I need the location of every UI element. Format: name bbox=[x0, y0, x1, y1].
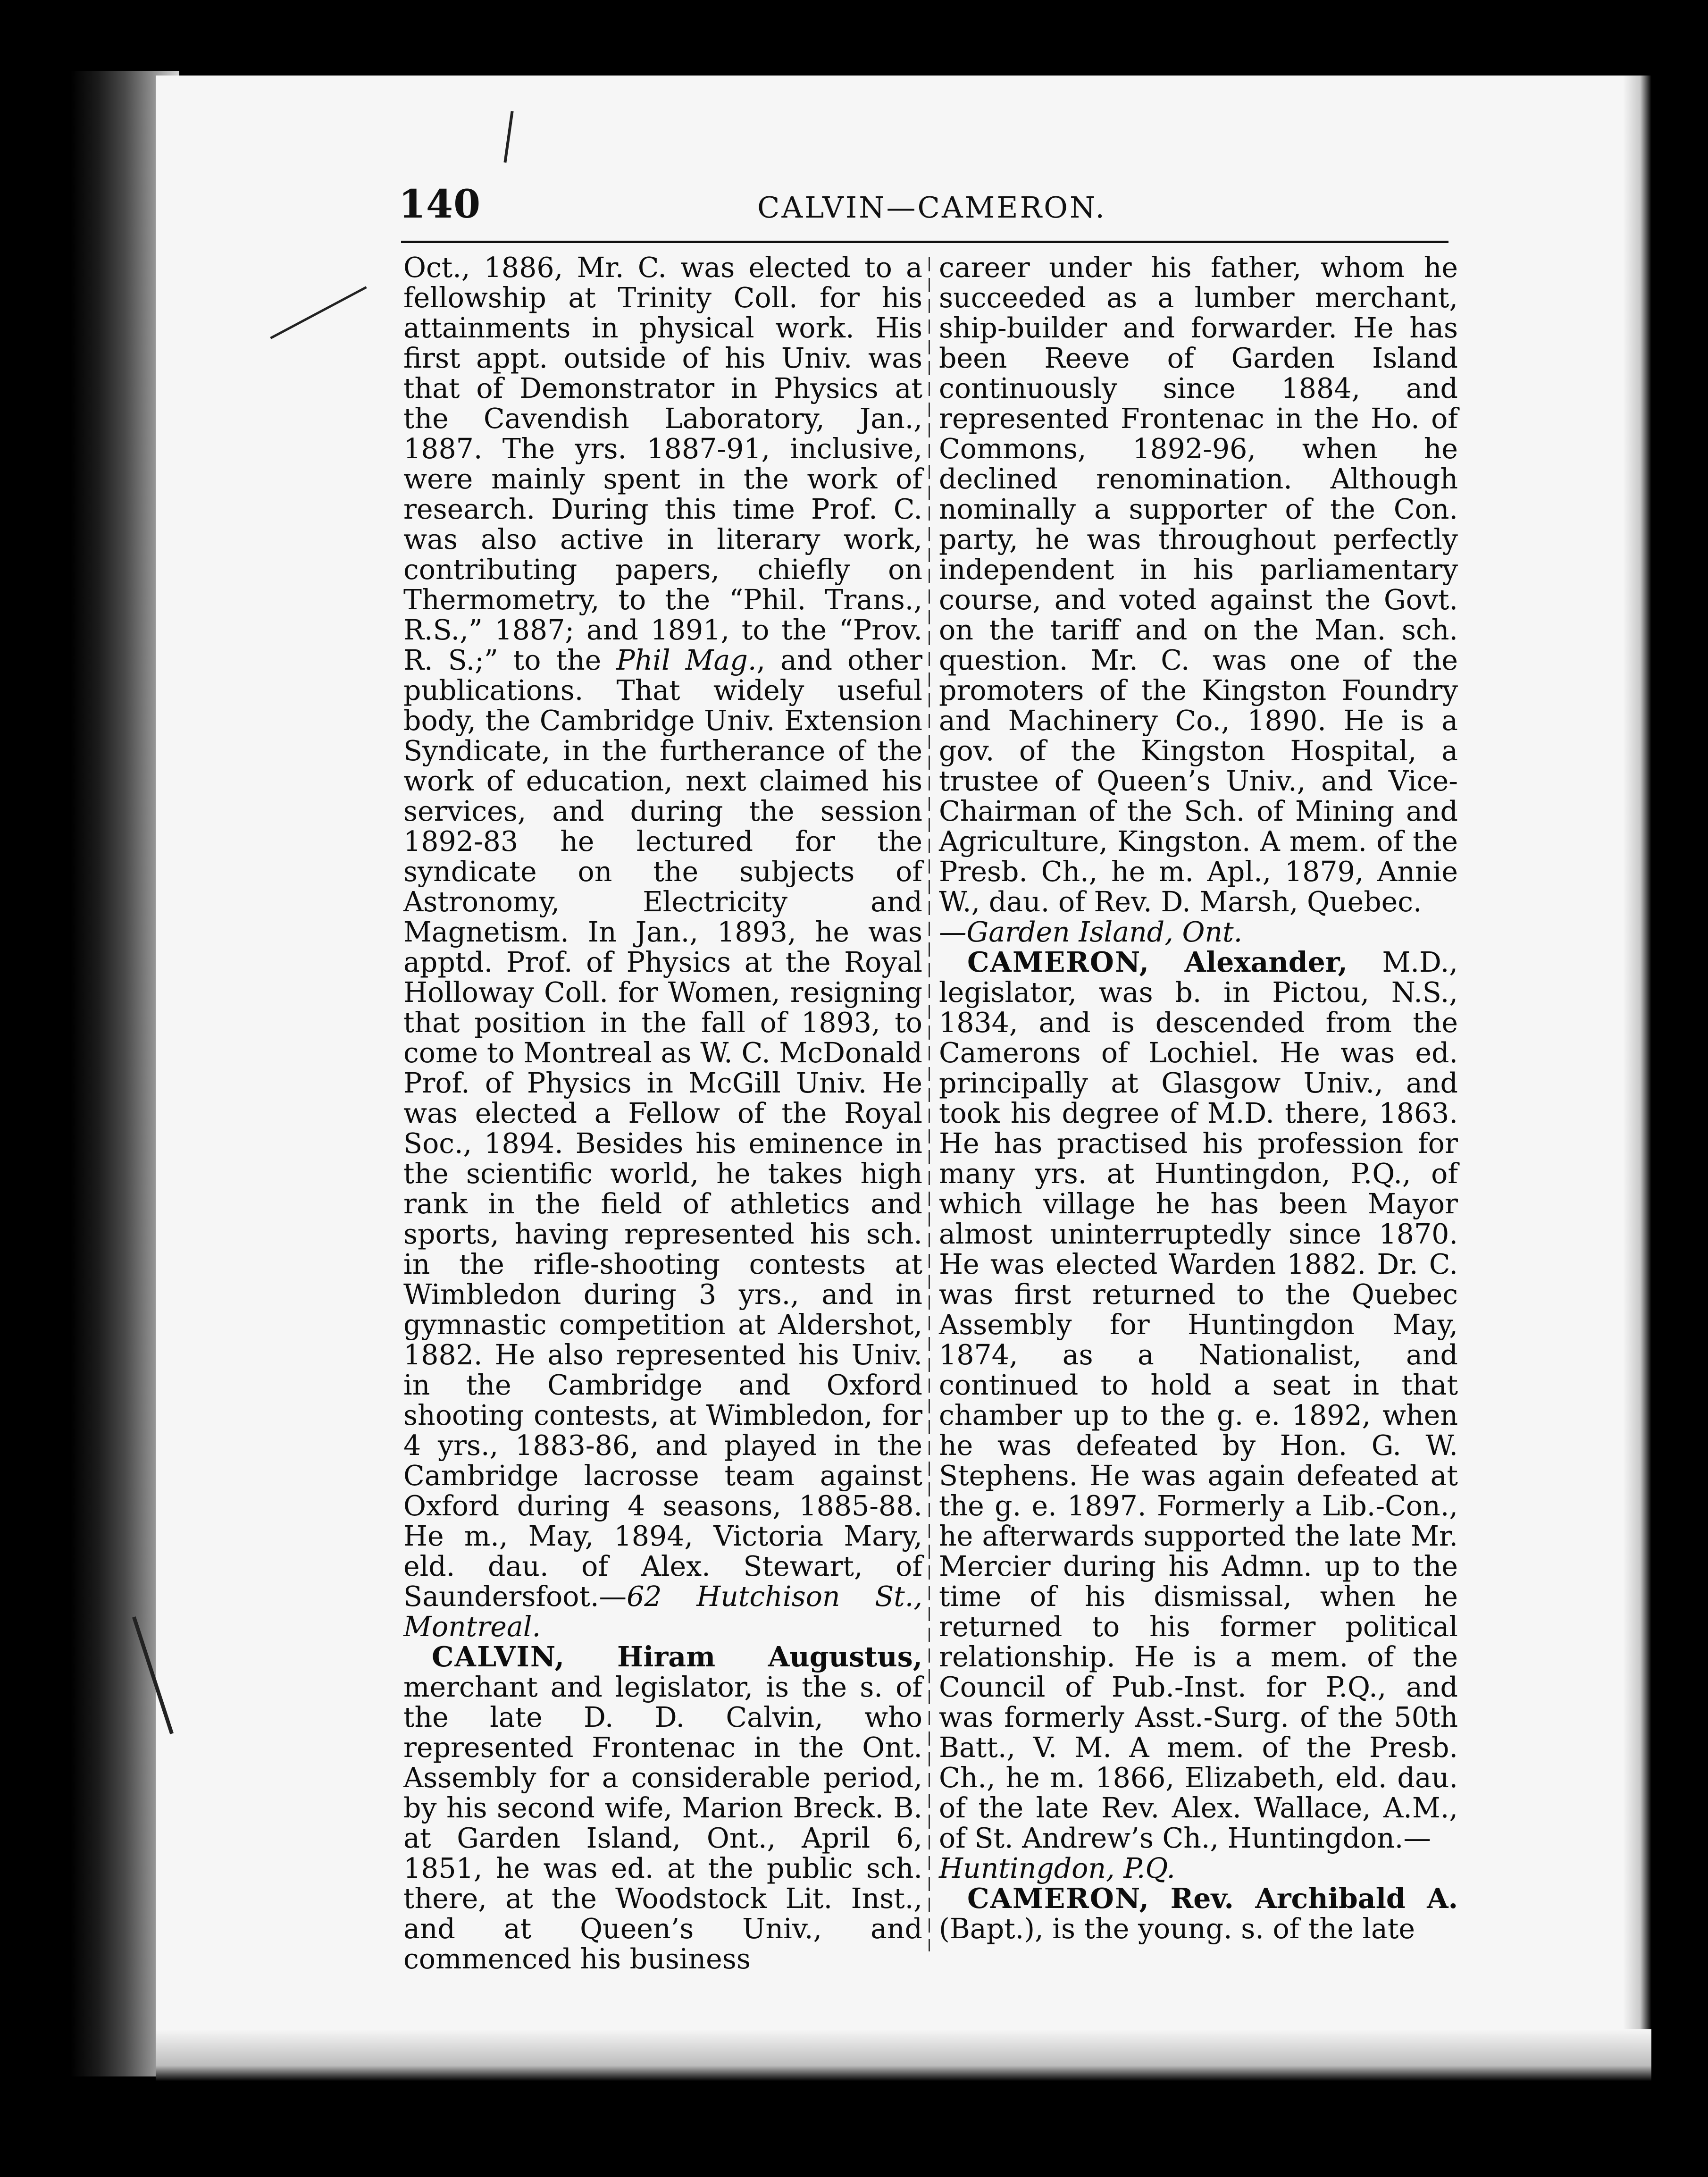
entry-given-names: Hiram Augustus, bbox=[617, 1640, 922, 1673]
text: , and other publications. That widely useful body, the Cambridge Univ. Extension Syndicate, in the furtherance of the work of education, next claimed his services, and during the session 1892-83 he lectured for the syndicate on the subjects of Astronomy, Electricity and Magnetism. In Jan., 1893, he was apptd. Prof. of Physics at the Royal Holloway Coll. for Women, resigning that position in the fall of 1893, to come to Montreal as W. C. McDonald Prof. of Physics in McGill Univ. He was elected a Fellow of the Royal Soc., 1894. Besides his eminence in the scientific world, he takes high rank in the field of athletics and sports, having represented his sch. in the rifle-shooting contests at Wimbledon during 3 yrs., and in gymnastic competition at Aldershot, 1882. He also represented his Univ. in the Cambridge and Oxford shooting contests, at Wimbledon, for 4 yrs., 1883-86, and played in the Cambridge lacrosse team against Oxford during 4 seasons, 1885-88. He m., May, 1894, Victoria Mary, eld. dau. of Alex. Stewart, of Saundersfoot.— bbox=[403, 644, 922, 1613]
text: Oct., 1886, Mr. C. was elected to a fellowship at Trinity Coll. for his attainments in physical work. His first appt. outside of his Univ. was that of Demonstrator in Physics at the Cavendish Laboratory, Jan., 1887. The yrs. 1887-91, inclusive, were mainly spent in the work of research. During this time Prof. C. was also active in literary work, contributing papers, chiefly on Thermometry, to the “Phil. Trans., R.S.,” 1887; and 1891, to the “Prov. R. S.;” to the bbox=[403, 252, 922, 676]
entry-text: M.D., legislator, was b. in Pictou, N.S., 1834, and is descended from the Camerons of Lochiel. He was ed. principally at Glasgow Univ., and took his degree of M.D. there, 1863. He has practised his profession for many yrs. at Huntingdon, P.Q., of which village he has been Mayor almost uninterruptedly since 1870. He was elected Warden 1882. Dr. C. was first returned to the Quebec Assembly for Huntingdon May, 1874, as a Nationalist, and continued to hold a seat in that chamber up to the g. e. 1892, when he was defeated by Hon. G. W. Stephens. He was again defeated at the g. e. 1897. Formerly a Lib.-Con., he afterwards supported the late Mr. Mercier during his Admn. up to the time of his dismissal, when he returned to his former political relationship. He is a mem. of the Council of Pub.-Inst. for P.Q., and was formerly Asst.-Surg. of the 50th Batt., V. M. A mem. of the Presb. Ch., he m. 1866, Elizabeth, eld. dau. of the late Rev. Alex. Wallace, A.M., of St. Andrew’s Ch., Huntingdon.— bbox=[939, 946, 1458, 1854]
header-rule bbox=[401, 241, 1448, 243]
text: career under his father, whom he succeeded as a lumber merchant, ship-builder and forwarder. He has been Reeve of Garden Island continuously since 1884, and represented Frontenac in the Ho. of Commons, 1892-96, when he declined renomination. Although nominally a supporter of the Con. party, he was throughout perfectly independent in his parliamentary course, and voted against the Govt. on the tariff and on the Man. sch. question. Mr. C. was one of the promoters of the Kingston Foundry and Machinery Co., 1890. He is a gov. of the Kingston Hospital, a trustee of Queen’s Univ., and Vice-Chairman of the Sch. of Mining and Agriculture, Kingston. A mem. of the Presb. Ch., he m. Apl., 1879, Annie W., dau. of Rev. D. Marsh, Quebec. bbox=[939, 252, 1458, 918]
entry-surname: CALVIN, bbox=[432, 1640, 565, 1673]
running-head bbox=[399, 182, 1451, 234]
page-edge-bottom bbox=[156, 2029, 1651, 2081]
paragraph bbox=[939, 252, 1458, 947]
italic-text: Phil Mag. bbox=[616, 644, 757, 676]
column-divider bbox=[929, 257, 930, 1951]
entry-calvin bbox=[403, 1642, 922, 1974]
address: —Garden Island, Ont. bbox=[939, 916, 1243, 948]
address: Huntingdon, P.Q. bbox=[939, 1852, 1175, 1884]
entry-text: (Bapt.), is the young. s. of the late bbox=[939, 1913, 1415, 1945]
left-column bbox=[403, 252, 922, 1975]
entry-cameron-archibald bbox=[939, 1883, 1458, 1944]
address: 62 Hutchison St., Montreal. bbox=[403, 1580, 922, 1643]
running-title: CALVIN—CAMERON. bbox=[757, 190, 1107, 225]
entry-surname: CAMERON, bbox=[967, 1882, 1150, 1915]
entry-surname: CAMERON, bbox=[967, 946, 1150, 978]
right-column bbox=[939, 252, 1458, 1961]
entry-given-names: Alexander, bbox=[1184, 946, 1348, 978]
page-edge-right bbox=[1623, 76, 1651, 2081]
page-number: 140 bbox=[399, 182, 481, 227]
entry-text: merchant and legislator, is the s. of the late D. D. Calvin, who represented Frontenac in the Ont. Assembly for a considerable period, by his second wife, Marion Breck. B. at Garden Island, Ont., April 6, 1851, he was ed. at the public sch. there, at the Woodstock Lit. Inst., and at Queen’s Univ., and commenced his business bbox=[403, 1671, 922, 1975]
entry-given-names: Rev. Archibald A. bbox=[1170, 1882, 1458, 1915]
paragraph bbox=[403, 252, 922, 1642]
entry-cameron-alexander bbox=[939, 947, 1458, 1883]
